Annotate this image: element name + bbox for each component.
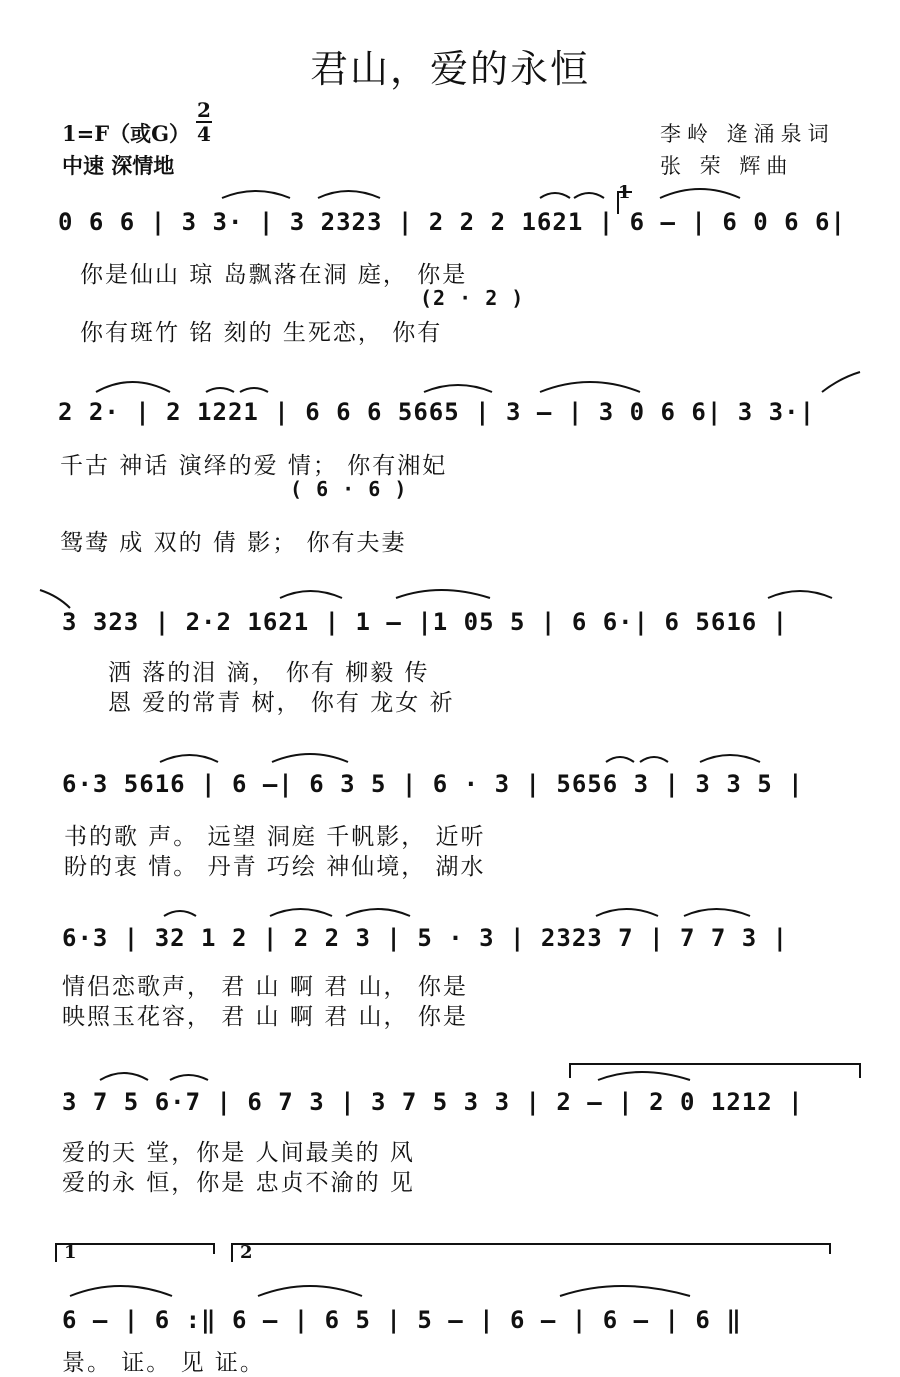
slur	[160, 755, 218, 762]
lyric-line-3a: 洒 落的泪 滴， 你有 柳毅 传	[108, 660, 430, 686]
volta-1-marker: 1	[64, 1242, 77, 1263]
notation-line-7: 6 – | 6 :‖ 6 – | 6 5 | 5 – | 6 – | 6 – | 6 ‖	[62, 1306, 742, 1334]
volta-2-marker: 2	[240, 1242, 253, 1263]
slur	[100, 1073, 148, 1080]
lyric-line-5b: 映照玉花容， 君 山 啊 君 山， 你是	[62, 1004, 468, 1030]
slur	[70, 1286, 172, 1296]
notation-line-2: 2 2· | 2 1221 | 6 6 6 5665 | 3 – | 3 0 6 6| 3 3·|	[58, 398, 816, 426]
lyricist-credit: 李岭 逄涌泉词	[660, 122, 835, 146]
lyric-line-4b: 盼的衷 情。 丹青 巧绘 神仙境， 湖水	[64, 854, 486, 880]
lyric-line-6a: 爱的天 堂，你是 人间最美的 风	[62, 1140, 415, 1166]
time-signature-bottom: 4	[197, 122, 211, 146]
slur	[596, 909, 658, 916]
slur	[270, 909, 332, 916]
lyric-line-4a: 书的歌 声。 远望 洞庭 千帆影， 近听	[64, 824, 486, 850]
slur	[660, 189, 740, 198]
notation-line-4: 6·3 5616 | 6 –| 6 3 5 | 6 · 3 | 5656 3 | 3 3 5 |	[62, 770, 804, 798]
slur	[700, 755, 760, 762]
lyric-line-7: 景。 证。 见 证。	[62, 1350, 265, 1376]
alt-notation-2: ( 6 · 6 )	[290, 477, 408, 501]
slur	[170, 1075, 208, 1080]
slur	[96, 382, 170, 392]
notation-line-5: 6·3 | 32 1 2 | 2 2 3 | 5 · 3 | 2323 7 | 7 7 3 |	[62, 924, 789, 952]
slur	[768, 591, 832, 598]
lyric-line-1a: 你是仙山 琼 岛飘落在洞 庭， 你是	[80, 262, 468, 288]
slur	[396, 590, 490, 598]
lyric-line-2b: 鸳鸯 成 双的 倩 影； 你有夫妻	[60, 530, 407, 556]
slur	[640, 757, 668, 762]
composer-credit: 张 荣 辉曲	[660, 154, 794, 178]
lyric-line-2a: 千古 神话 演绎的爱 情； 你有湘妃	[60, 453, 448, 479]
slur	[574, 193, 604, 198]
slur	[424, 385, 492, 392]
slur	[240, 388, 268, 392]
tempo-marking: 中速 深情地	[62, 153, 175, 178]
lyric-line-5a: 情侣恋歌声， 君 山 啊 君 山， 你是	[62, 974, 468, 1000]
lyric-line-6b: 爱的永 恒，你是 忠贞不渝的 见	[62, 1170, 415, 1196]
slur	[822, 372, 860, 392]
slur	[40, 590, 70, 608]
slur	[258, 1286, 362, 1296]
slur	[598, 1072, 690, 1080]
slur	[606, 757, 634, 762]
lyric-line-3b: 恩 爱的常青 树， 你有 龙女 祈	[108, 690, 455, 716]
slur	[560, 1286, 690, 1296]
slur	[346, 909, 410, 916]
slur	[540, 193, 570, 198]
lyric-line-1b: 你有斑竹 铭 刻的 生死恋， 你有	[80, 320, 443, 346]
notation-line-3: 3 323 | 2·2 1621 | 1 – |1 05 5 | 6 6·| 6 5616 |	[62, 608, 789, 636]
key-signature: 1=F（或G）	[62, 121, 191, 146]
time-signature	[196, 100, 212, 144]
slur	[280, 591, 342, 598]
volta-bracket	[232, 1244, 830, 1262]
slur	[272, 754, 348, 762]
volta-marker: 1	[618, 182, 631, 203]
slur	[206, 388, 234, 392]
slur	[318, 191, 380, 198]
notation-line-6: 3 7 5 6·7 | 6 7 3 | 3 7 5 3 3 | 2 – | 2 0 1212 |	[62, 1088, 804, 1116]
alt-notation-1: (2 · 2 )	[420, 286, 525, 310]
slur	[684, 909, 750, 916]
bracket	[570, 1064, 860, 1078]
slur	[222, 191, 290, 198]
song-title: 君山，爱的永恒	[309, 47, 590, 91]
volta-bracket	[56, 1244, 214, 1262]
time-signature-top: 2	[197, 98, 211, 122]
slur	[540, 382, 640, 392]
slur	[164, 911, 196, 916]
notation-line-1: 0 6 6 | 3 3· | 3 2323 | 2 2 2 1621 | 6 – | 6 0 6 6|	[58, 208, 846, 236]
